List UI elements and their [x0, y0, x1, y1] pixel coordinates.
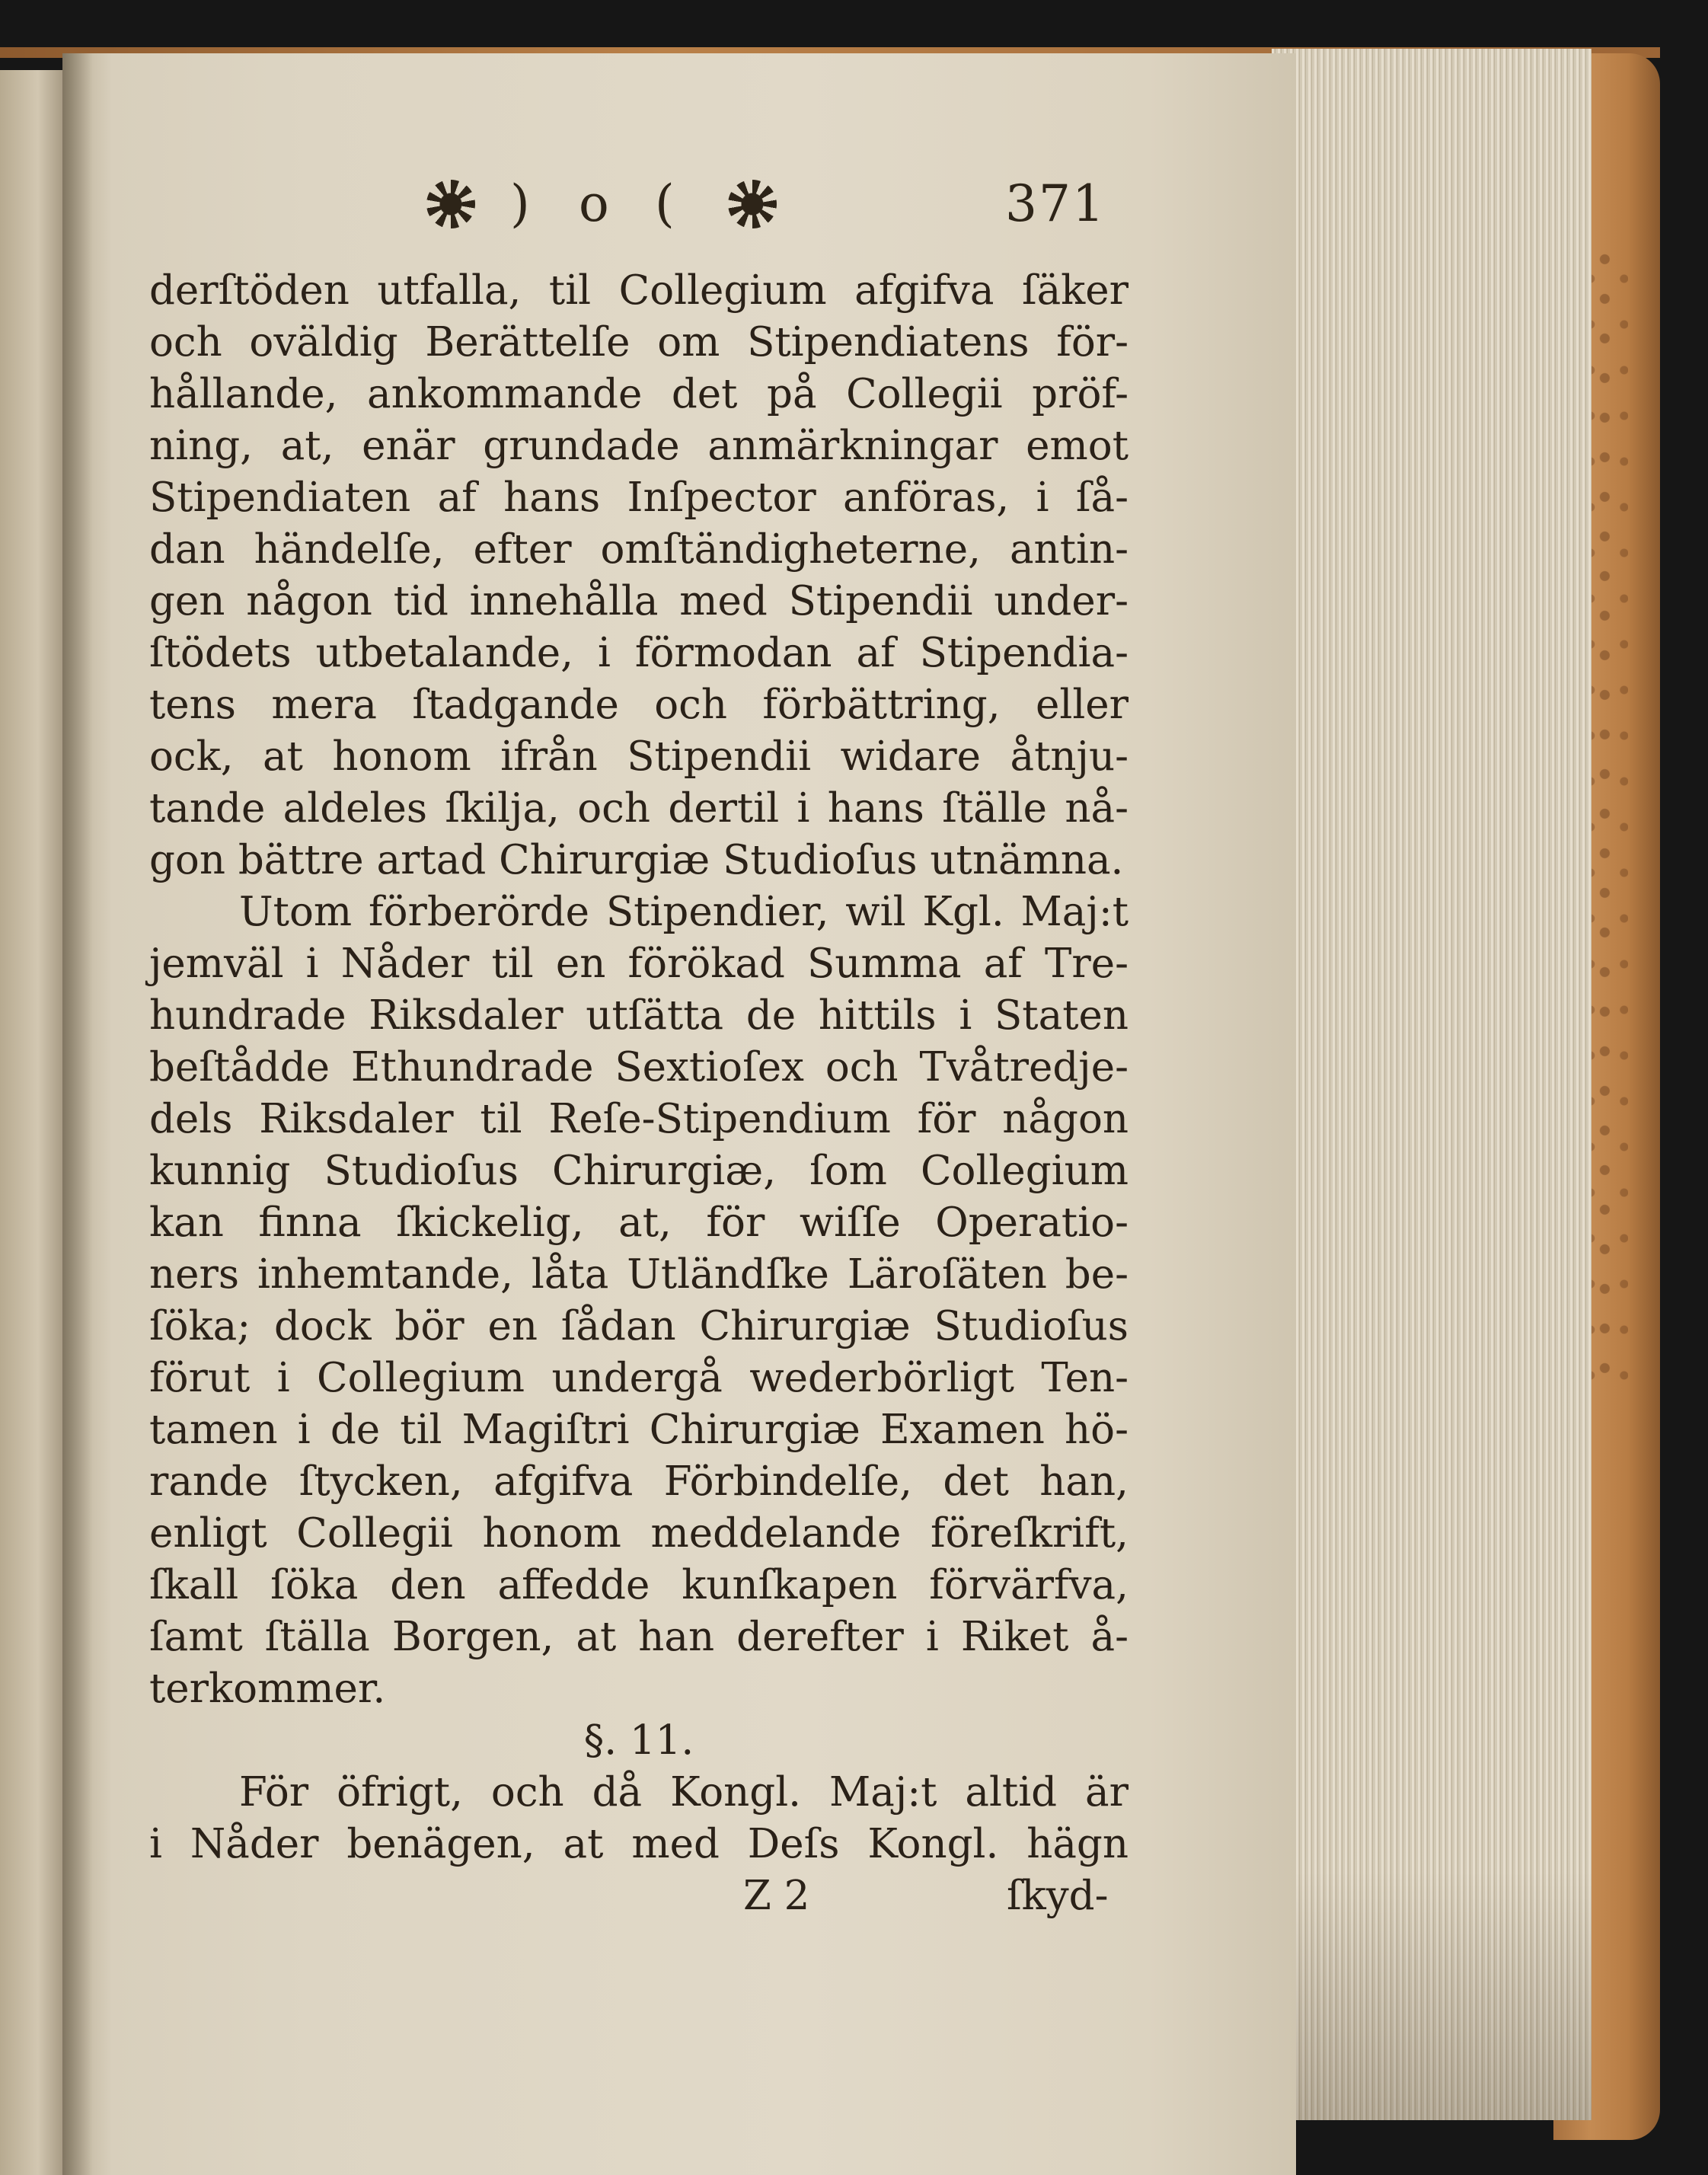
text-line: derſtöden utfalla, til Collegium afgifva ſäker — [149, 267, 1129, 314]
text-line: ſamt ſtälla Borgen, at han derefter i Riket å- — [149, 1614, 1129, 1660]
text-line: enligt Collegii honom meddelande föreſkrift, — [149, 1510, 1129, 1557]
text-line: ſkall ſöka den affedde kunſkapen förvärfva, — [149, 1562, 1129, 1608]
section-heading: §. 11. — [583, 1717, 694, 1764]
catchword: ſkyd- — [1007, 1873, 1109, 1919]
text-line: tande aldeles ſkilja, och dertil i hans ſtälle nå- — [149, 785, 1129, 832]
text-line: kan finna ſkickelig, at, för wiſſe Operatio- — [149, 1199, 1129, 1246]
page-body-text — [149, 267, 1129, 1919]
text-line: ning, at, enär grundade anmärkningar emot — [149, 423, 1129, 469]
facing-page-edge — [0, 70, 69, 2175]
text-line: gen någon tid innehålla med Stipendii under- — [149, 578, 1129, 624]
text-line: ſtödets utbetalande, i förmodan af Stipendia- — [149, 630, 1129, 676]
text-line: i Nåder benägen, at med Deſs Kongl. hägn — [149, 1821, 1129, 1867]
text-line: hållande, ankommande det på Collegii pröf- — [149, 371, 1129, 417]
text-line: ners inhemtande, låta Utländſke Läroſäten be- — [149, 1251, 1129, 1298]
fleuron-ornament-icon — [426, 180, 475, 228]
text-line: terkommer. — [149, 1666, 386, 1712]
text-line: gon bättre artad Chirurgiæ Studioſus utnämna. — [149, 837, 1124, 883]
text-line: ſöka; dock bör en ſådan Chirurgiæ Studioſus — [149, 1303, 1129, 1349]
text-line: förut i Collegium undergå wederbörligt Ten- — [149, 1355, 1129, 1401]
fleuron-ornament-icon — [728, 180, 777, 228]
page-footer — [149, 1873, 1129, 1919]
text-line: Utom förberörde Stipendier, wil Kgl. Maj:t — [239, 889, 1129, 935]
page-block-edges — [1272, 49, 1591, 2120]
text-line: kunnig Studioſus Chirurgiæ, ſom Collegium — [149, 1148, 1129, 1194]
text-line: För öfrigt, och då Kongl. Maj:t altid är — [239, 1769, 1129, 1816]
running-head — [426, 174, 1106, 236]
text-line: dels Riksdaler til Reſe-Stipendium för någon — [149, 1096, 1129, 1142]
text-line: hundrade Riksdaler utſätta de hittils i Staten — [149, 992, 1129, 1039]
text-line: beſtådde Ethundrade Sextioſex och Tvåtredje- — [149, 1044, 1129, 1091]
text-line: Stipendiaten af hans Inſpector anföras, i ſå- — [149, 474, 1129, 521]
text-line: dan händelſe, efter omſtändigheterne, antin- — [149, 526, 1129, 573]
text-line: tamen i de til Magiſtri Chirurgiæ Examen hö- — [149, 1407, 1129, 1453]
text-line: rande ſtycken, afgifva Förbindelſe, det han, — [149, 1458, 1129, 1505]
header-mark-open: ) — [510, 174, 530, 233]
header-mark-close: ( — [655, 174, 675, 233]
text-line: ock, at honom ifrån Stipendii widare åtnju- — [149, 733, 1129, 780]
text-line: och oväldig Berättelſe om Stipendiatens för- — [149, 319, 1129, 366]
page-number: 371 — [1005, 174, 1106, 233]
header-mark-middle: o — [579, 174, 609, 233]
text-line: jemväl i Nåder til en förökad Summa af Tre- — [149, 941, 1129, 987]
text-line: tens mera ſtadgande och förbättring, eller — [149, 682, 1129, 728]
signature-mark: Z 2 — [743, 1873, 810, 1919]
page-gutter-shadow — [62, 53, 93, 2175]
